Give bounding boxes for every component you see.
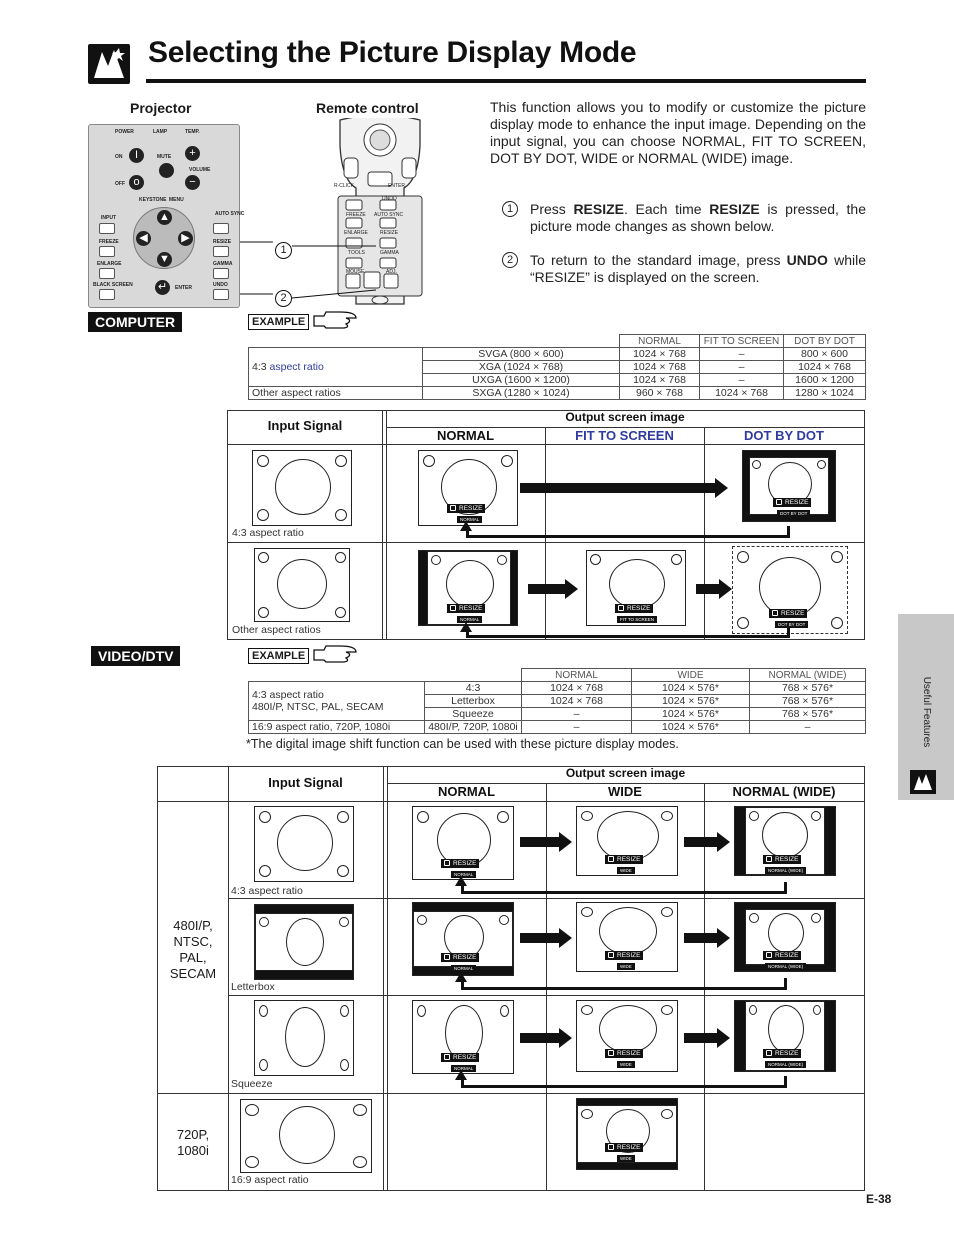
- output-screen-normal: [412, 1000, 514, 1074]
- video-resolution-table: [248, 668, 866, 734]
- table-cell: Letterbox: [425, 695, 522, 708]
- resize-badge: RESIZE: [447, 604, 485, 613]
- mode-badge: FIT TO SCREEN: [617, 616, 657, 623]
- mode-badge: NORMAL: [457, 616, 482, 623]
- input-screen-4-3: [252, 450, 352, 526]
- return-arrowhead-icon: [455, 876, 467, 886]
- table-cell: Squeeze: [425, 708, 522, 721]
- return-arrow-icon: [461, 1076, 787, 1088]
- auto-sync-button[interactable]: [213, 223, 229, 234]
- table-cell: –: [750, 721, 866, 734]
- resize-badge: RESIZE: [769, 609, 807, 618]
- panel-label: FREEZE: [99, 239, 119, 245]
- arrow-right-icon: [684, 1033, 718, 1043]
- arrow-right-icon: [520, 837, 560, 847]
- output-screen-wide: [576, 1098, 678, 1170]
- freeze-button[interactable]: [99, 246, 115, 257]
- step-number: 2: [502, 252, 518, 268]
- return-arrowhead-icon: [455, 1070, 467, 1080]
- computer-tag: COMPUTER: [88, 312, 182, 332]
- page-title: Selecting the Picture Display Mode: [148, 36, 637, 69]
- input-screen-16-9: [240, 1099, 372, 1173]
- table-cell: –: [522, 721, 632, 734]
- output-screen-fit-to-screen: [586, 550, 686, 626]
- up-arrow-icon[interactable]: ▲: [157, 210, 172, 225]
- table-cell: 1024 × 768: [522, 695, 632, 708]
- panel-label: RESIZE: [213, 239, 232, 245]
- output-screen-normal-wide: [734, 902, 836, 972]
- output-screen-normal-wide: [734, 1000, 836, 1072]
- power-on-button[interactable]: I: [129, 148, 144, 163]
- step-1: 1 Press RESIZE. Each time RESIZE is pressed, the picture mode changes as shown below.: [502, 201, 866, 235]
- column-header: WIDE: [632, 669, 750, 682]
- mode-badge: DOT BY DOT: [777, 510, 810, 517]
- column-header: DOT BY DOT: [784, 335, 866, 348]
- panel-label: LAMP: [153, 129, 168, 135]
- callout-2: 2: [275, 290, 292, 307]
- table-cell: 1024 × 576*: [632, 721, 750, 734]
- resize-badge: RESIZE: [441, 1053, 479, 1062]
- power-off-button[interactable]: o: [129, 175, 144, 190]
- panel-label: INPUT: [101, 215, 116, 221]
- input-screen-4-3: [254, 806, 354, 882]
- panel-label: GAMMA: [213, 261, 233, 267]
- remote-label: GAMMA: [380, 250, 399, 256]
- example-tag: EXAMPLE: [248, 314, 309, 330]
- features-icon: [88, 44, 130, 84]
- panel-label: BLACK SCREEN: [93, 282, 133, 288]
- remote-label: ENTER: [388, 183, 405, 189]
- resize-badge: RESIZE: [441, 859, 479, 868]
- volume-up-button[interactable]: +: [185, 146, 200, 161]
- resize-badge: RESIZE: [763, 1049, 801, 1058]
- table-cell: 768 × 576*: [750, 682, 866, 695]
- step-number: 1: [502, 201, 518, 217]
- remote-label: MOUSE: [346, 269, 365, 275]
- table-cell: 1024 × 768: [784, 361, 866, 374]
- table-cell: XGA (1024 × 768): [423, 361, 620, 374]
- black-screen-button[interactable]: [99, 289, 115, 300]
- panel-label: MUTE: [157, 154, 172, 160]
- table-cell: –: [522, 708, 632, 721]
- remote-label: FREEZE: [346, 212, 366, 218]
- output-screen-normal-wide: [734, 806, 836, 876]
- table-cell: 800 × 600: [784, 348, 866, 361]
- table-cell: –: [700, 361, 784, 374]
- dot-by-dot-header: DOT BY DOT: [744, 428, 824, 443]
- group-label: 4:3 aspect ratio 480I/P, NTSC, PAL, SECAM: [249, 682, 425, 721]
- remote-label: AUTO SYNC: [374, 212, 404, 218]
- arrow-right-icon: [696, 584, 720, 594]
- step-2: 2 To return to the standard image, press UNDO while “RESIZE” is displayed on the screen.: [502, 252, 866, 286]
- input-screen-letterbox: [254, 904, 354, 980]
- arrow-right-icon: [528, 584, 566, 594]
- callout-1: 1: [275, 242, 292, 259]
- mode-badge: NORMAL: [457, 516, 482, 523]
- remote-label: ENLARGE: [344, 230, 368, 236]
- intro-text: This function allows you to modify or customize the picture display mode to enhance the input image. Depending on the input signal, you can choose NORMAL, FIT TO SCREEN, DOT BY DOT, WIDE or NORMAL (WIDE) image.: [490, 99, 866, 166]
- mode-badge: NORMAL (WIDE): [765, 1061, 806, 1068]
- input-signal-header: Input Signal: [267, 418, 343, 433]
- output-screen-normal: [412, 902, 514, 976]
- volume-down-button[interactable]: −: [185, 175, 200, 190]
- arrow-right-icon: [684, 837, 718, 847]
- input-screen-squeeze: [254, 1000, 354, 1076]
- panel-label: POWER: [115, 129, 134, 135]
- table-cell: –: [700, 348, 784, 361]
- remote-label: Remote control: [316, 100, 419, 116]
- direction-pad[interactable]: [133, 207, 195, 269]
- resize-badge: RESIZE: [605, 1049, 643, 1058]
- table-cell: 1024 × 768: [620, 348, 700, 361]
- input-button[interactable]: [99, 223, 115, 234]
- panel-label: ENTER: [175, 285, 192, 291]
- resize-badge: RESIZE: [441, 953, 479, 962]
- mode-badge: DOT BY DOT: [775, 621, 808, 628]
- arrow-right-icon: [520, 1033, 560, 1043]
- mode-badge: WIDE: [617, 963, 635, 970]
- remote-label: RESIZE: [380, 230, 399, 236]
- table-cell: SVGA (800 × 600): [423, 348, 620, 361]
- input-screen-other: [254, 548, 350, 622]
- output-screen-dot-by-dot: [742, 450, 836, 522]
- table-cell: –: [700, 374, 784, 387]
- panel-label: ENLARGE: [97, 261, 122, 267]
- mode-badge: NORMAL (WIDE): [765, 963, 806, 970]
- table-cell: 4:3: [425, 682, 522, 695]
- row-label: Squeeze: [231, 1078, 273, 1090]
- return-arrow-icon: [461, 882, 787, 894]
- return-arrowhead-icon: [460, 622, 472, 632]
- mode-badge: WIDE: [617, 1155, 635, 1162]
- input-signal-header: Input Signal: [268, 775, 343, 790]
- panel-label: MENU: [169, 197, 184, 203]
- panel-label: VOLUME: [189, 167, 211, 173]
- features-icon: [910, 770, 936, 794]
- panel-label: ON: [115, 154, 123, 160]
- group-label-480: 480I/P, NTSC, PAL, SECAM: [169, 918, 217, 981]
- normal-header: NORMAL: [437, 784, 496, 799]
- projector-control-panel: [88, 124, 245, 308]
- table-cell: 1024 × 768: [620, 361, 700, 374]
- resize-badge: RESIZE: [605, 855, 643, 864]
- panel-label: OFF: [115, 181, 125, 187]
- gamma-button[interactable]: [213, 268, 229, 279]
- row-label: 16:9 aspect ratio: [231, 1174, 309, 1186]
- undo-button[interactable]: [213, 289, 229, 300]
- row-label: 4:3 aspect ratio: [231, 885, 303, 897]
- title-rule: [146, 79, 866, 83]
- pointing-hand-icon: [312, 644, 358, 666]
- projector-label: Projector: [130, 100, 192, 116]
- resize-badge: RESIZE: [605, 1143, 643, 1152]
- mode-badge: WIDE: [617, 867, 635, 874]
- output-screen-normal: [418, 450, 518, 526]
- table-cell: 1024 × 768: [700, 387, 784, 400]
- return-arrow-icon: [466, 526, 790, 538]
- resize-badge: RESIZE: [605, 951, 643, 960]
- row-label: 4:3 aspect ratio: [232, 527, 304, 539]
- table-cell: 1024 × 768: [620, 374, 700, 387]
- table-cell: 1024 × 576*: [632, 695, 750, 708]
- resize-badge: RESIZE: [615, 604, 653, 613]
- output-screen-normal: [412, 806, 514, 880]
- pointing-hand-icon: [312, 310, 358, 332]
- output-header: Output screen image: [565, 410, 685, 424]
- resize-button[interactable]: [213, 246, 229, 257]
- example-tag: EXAMPLE: [248, 648, 309, 664]
- normal-header: NORMAL: [436, 428, 495, 443]
- mode-badge: NORMAL: [451, 1065, 476, 1072]
- svg-text:Useful Features: Useful Features: [921, 676, 932, 748]
- resize-badge: RESIZE: [447, 504, 485, 513]
- table-cell: 480I/P, 720P, 1080i: [425, 721, 522, 734]
- column-header: NORMAL (WIDE): [750, 669, 866, 682]
- output-screen-wide: [576, 1000, 678, 1072]
- table-cell: 1024 × 576*: [632, 682, 750, 695]
- remote-label: TOOLS: [348, 250, 365, 256]
- group-label: 4:3 aspect ratio: [249, 348, 423, 387]
- panel-label: TEMP.: [185, 129, 200, 135]
- column-header: NORMAL: [522, 669, 632, 682]
- mode-badge: NORMAL: [451, 965, 476, 972]
- resize-badge: RESIZE: [773, 498, 811, 507]
- return-arrow-icon: [466, 628, 790, 638]
- down-arrow-icon[interactable]: ▼: [157, 252, 172, 267]
- mode-badge: NORMAL (WIDE): [765, 867, 806, 874]
- panel-label: UNDO: [213, 282, 228, 288]
- arrow-right-icon: [684, 933, 718, 943]
- wide-header: WIDE: [608, 784, 642, 799]
- table-cell: 1600 × 1200: [784, 374, 866, 387]
- normal-wide-header: NORMAL (WIDE): [732, 784, 836, 799]
- callout-lines: [240, 230, 390, 310]
- table-cell: UXGA (1600 × 1200): [423, 374, 620, 387]
- right-arrow-icon[interactable]: ▶: [178, 231, 193, 246]
- mode-badge: NORMAL: [451, 871, 476, 878]
- return-arrowhead-icon: [455, 972, 467, 982]
- return-arrowhead-icon: [460, 521, 472, 531]
- enlarge-button[interactable]: [99, 268, 115, 279]
- group-label: Other aspect ratios: [249, 387, 423, 400]
- table-cell: 1024 × 768: [522, 682, 632, 695]
- panel-label: AUTO SYNC: [215, 211, 245, 217]
- group-label: 16:9 aspect ratio, 720P, 1080i: [249, 721, 425, 734]
- table-cell: 1280 × 1024: [784, 387, 866, 400]
- mode-badge: WIDE: [617, 1061, 635, 1068]
- video-dtv-tag: VIDEO/DTV: [91, 646, 180, 666]
- table-cell: 1024 × 576*: [632, 708, 750, 721]
- output-screen-wide: [576, 806, 678, 876]
- remote-label: ADJ.: [386, 269, 397, 275]
- row-label: Letterbox: [231, 981, 275, 993]
- table-cell: 768 × 576*: [750, 708, 866, 721]
- row-label: Other aspect ratios: [232, 624, 321, 636]
- arrow-right-icon: [520, 483, 716, 493]
- enter-button[interactable]: ↵: [155, 280, 170, 295]
- side-tab-label: [896, 672, 952, 752]
- output-screen-normal: [418, 550, 518, 626]
- panel-label: KEYSTONE: [139, 197, 167, 203]
- arrow-right-icon: [520, 933, 560, 943]
- left-arrow-icon[interactable]: ◀: [136, 231, 151, 246]
- return-arrow-icon: [461, 978, 787, 990]
- table-cell: 960 × 768: [620, 387, 700, 400]
- footnote: *The digital image shift function can be used with these picture display modes.: [246, 737, 679, 751]
- remote-label: R-CLICK: [334, 183, 355, 189]
- table-cell: 768 × 576*: [750, 695, 866, 708]
- resize-badge: RESIZE: [763, 855, 801, 864]
- resize-badge: RESIZE: [763, 951, 801, 960]
- column-header: NORMAL: [620, 335, 700, 348]
- page-number: E-38: [866, 1192, 892, 1206]
- group-label-720: 720P, 1080i: [176, 1127, 210, 1158]
- fit-to-screen-header: FIT TO SCREEN: [575, 428, 674, 443]
- column-header: FIT TO SCREEN: [700, 335, 784, 348]
- computer-resolution-table: [248, 334, 866, 400]
- output-screen-dot-by-dot: [732, 546, 848, 634]
- remote-label: UNDO: [382, 196, 397, 202]
- mute-button[interactable]: [159, 163, 174, 178]
- output-header: Output screen image: [565, 766, 686, 780]
- table-cell: SXGA (1280 × 1024): [423, 387, 620, 400]
- output-screen-wide: [576, 902, 678, 972]
